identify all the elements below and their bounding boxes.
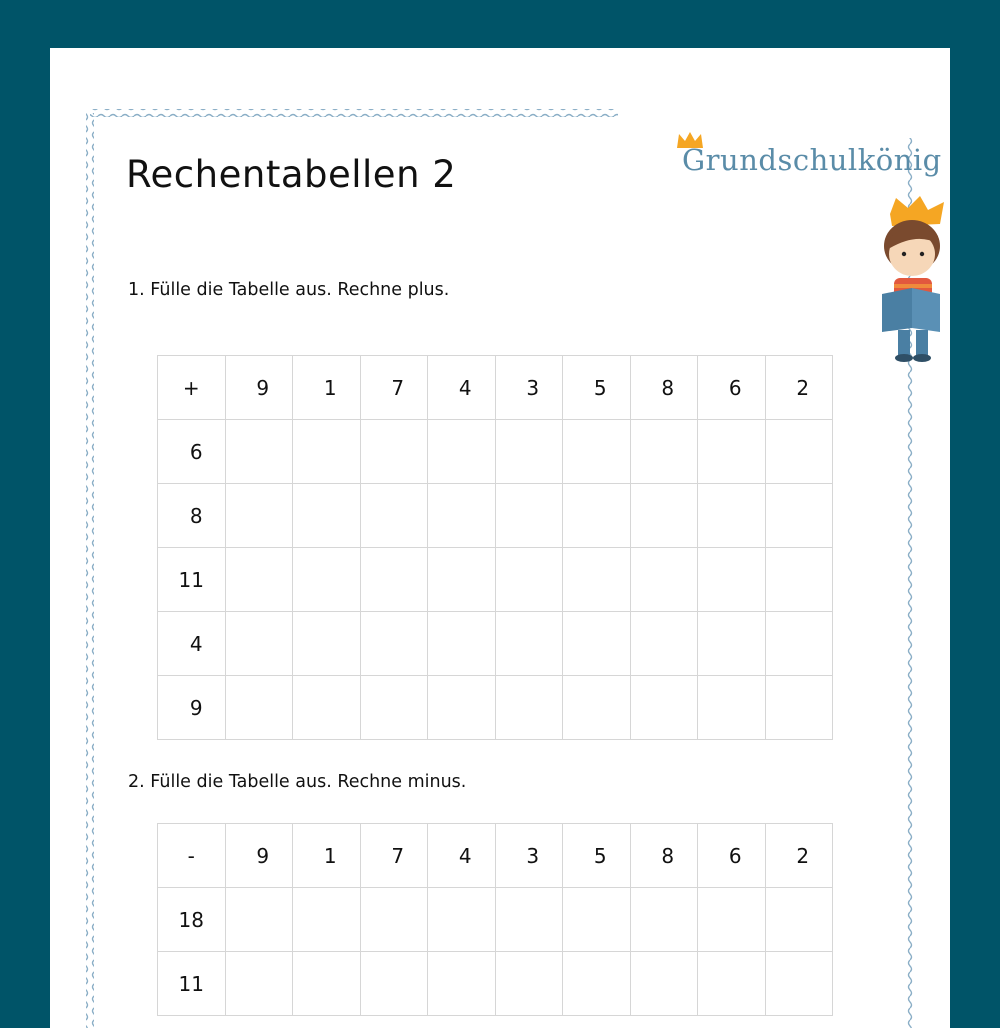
answer-cell[interactable] [428,952,496,1016]
answer-cell[interactable] [428,484,496,548]
column-header: 2 [765,824,833,888]
answer-cell[interactable] [630,420,698,484]
operator-cell: - [158,824,226,888]
column-header: 7 [360,824,428,888]
column-header: 3 [495,824,563,888]
answer-cell[interactable] [225,612,293,676]
answer-cell[interactable] [360,888,428,952]
table-row [158,612,833,676]
answer-cell[interactable] [360,484,428,548]
answer-cell[interactable] [630,548,698,612]
answer-cell[interactable] [630,952,698,1016]
row-header: 9 [158,676,226,740]
exercise-2-instruction: 2. Fülle die Tabelle aus. Rechne minus. [128,772,467,792]
answer-cell[interactable] [293,888,361,952]
answer-cell[interactable] [360,952,428,1016]
answer-cell[interactable] [563,952,631,1016]
column-header: 4 [428,356,496,420]
answer-cell[interactable] [563,612,631,676]
answer-cell[interactable] [630,612,698,676]
table-header-row [158,824,833,888]
answer-cell[interactable] [765,888,833,952]
answer-cell[interactable] [698,612,766,676]
answer-cell[interactable] [293,676,361,740]
answer-cell[interactable] [225,484,293,548]
column-header: 5 [563,824,631,888]
answer-cell[interactable] [563,420,631,484]
answer-cell[interactable] [563,548,631,612]
table-header-row [158,356,833,420]
addition-table [157,355,833,740]
answer-cell[interactable] [765,548,833,612]
answer-cell[interactable] [495,888,563,952]
answer-cell[interactable] [765,484,833,548]
answer-cell[interactable] [698,484,766,548]
answer-cell[interactable] [698,420,766,484]
column-header: 8 [630,824,698,888]
answer-cell[interactable] [428,888,496,952]
answer-cell[interactable] [765,676,833,740]
column-header: 1 [293,356,361,420]
subtraction-table [157,823,833,1016]
table-row [158,952,833,1016]
answer-cell[interactable] [293,420,361,484]
answer-cell[interactable] [495,484,563,548]
column-header: 3 [495,356,563,420]
table-row [158,420,833,484]
table-row [158,548,833,612]
column-header: 2 [765,356,833,420]
column-header: 8 [630,356,698,420]
answer-cell[interactable] [428,612,496,676]
answer-cell[interactable] [225,888,293,952]
answer-cell[interactable] [225,952,293,1016]
answer-cell[interactable] [563,676,631,740]
answer-cell[interactable] [698,952,766,1016]
reading-boy-illustration [868,196,958,366]
column-header: 9 [225,356,293,420]
column-header: 9 [225,824,293,888]
answer-cell[interactable] [630,484,698,548]
column-header: 6 [698,824,766,888]
answer-cell[interactable] [630,676,698,740]
answer-cell[interactable] [225,548,293,612]
answer-cell[interactable] [765,612,833,676]
row-header: 11 [158,548,226,612]
answer-cell[interactable] [428,420,496,484]
brand-logo: Grundschulkönig [682,143,942,177]
answer-cell[interactable] [293,952,361,1016]
answer-cell[interactable] [495,420,563,484]
exercise-1-instruction: 1. Fülle die Tabelle aus. Rechne plus. [128,280,450,300]
answer-cell[interactable] [360,612,428,676]
answer-cell[interactable] [563,484,631,548]
column-header: 5 [563,356,631,420]
answer-cell[interactable] [495,952,563,1016]
answer-cell[interactable] [495,548,563,612]
row-header: 4 [158,612,226,676]
answer-cell[interactable] [293,484,361,548]
answer-cell[interactable] [630,888,698,952]
table-row [158,676,833,740]
column-header: 7 [360,356,428,420]
answer-cell[interactable] [225,420,293,484]
table-row [158,888,833,952]
row-header: 8 [158,484,226,548]
answer-cell[interactable] [428,676,496,740]
answer-cell[interactable] [563,888,631,952]
answer-cell[interactable] [360,420,428,484]
answer-cell[interactable] [698,888,766,952]
operator-cell: + [158,356,226,420]
column-header: 6 [698,356,766,420]
answer-cell[interactable] [360,676,428,740]
answer-cell[interactable] [428,548,496,612]
answer-cell[interactable] [495,612,563,676]
row-header: 18 [158,888,226,952]
answer-cell[interactable] [293,612,361,676]
table-row [158,484,833,548]
answer-cell[interactable] [698,548,766,612]
answer-cell[interactable] [765,952,833,1016]
answer-cell[interactable] [698,676,766,740]
column-header: 4 [428,824,496,888]
row-header: 11 [158,952,226,1016]
answer-cell[interactable] [225,676,293,740]
column-header: 1 [293,824,361,888]
answer-cell[interactable] [765,420,833,484]
answer-cell[interactable] [293,548,361,612]
answer-cell[interactable] [495,676,563,740]
worksheet-title: Rechentabellen 2 [126,153,457,196]
row-header: 6 [158,420,226,484]
answer-cell[interactable] [360,548,428,612]
